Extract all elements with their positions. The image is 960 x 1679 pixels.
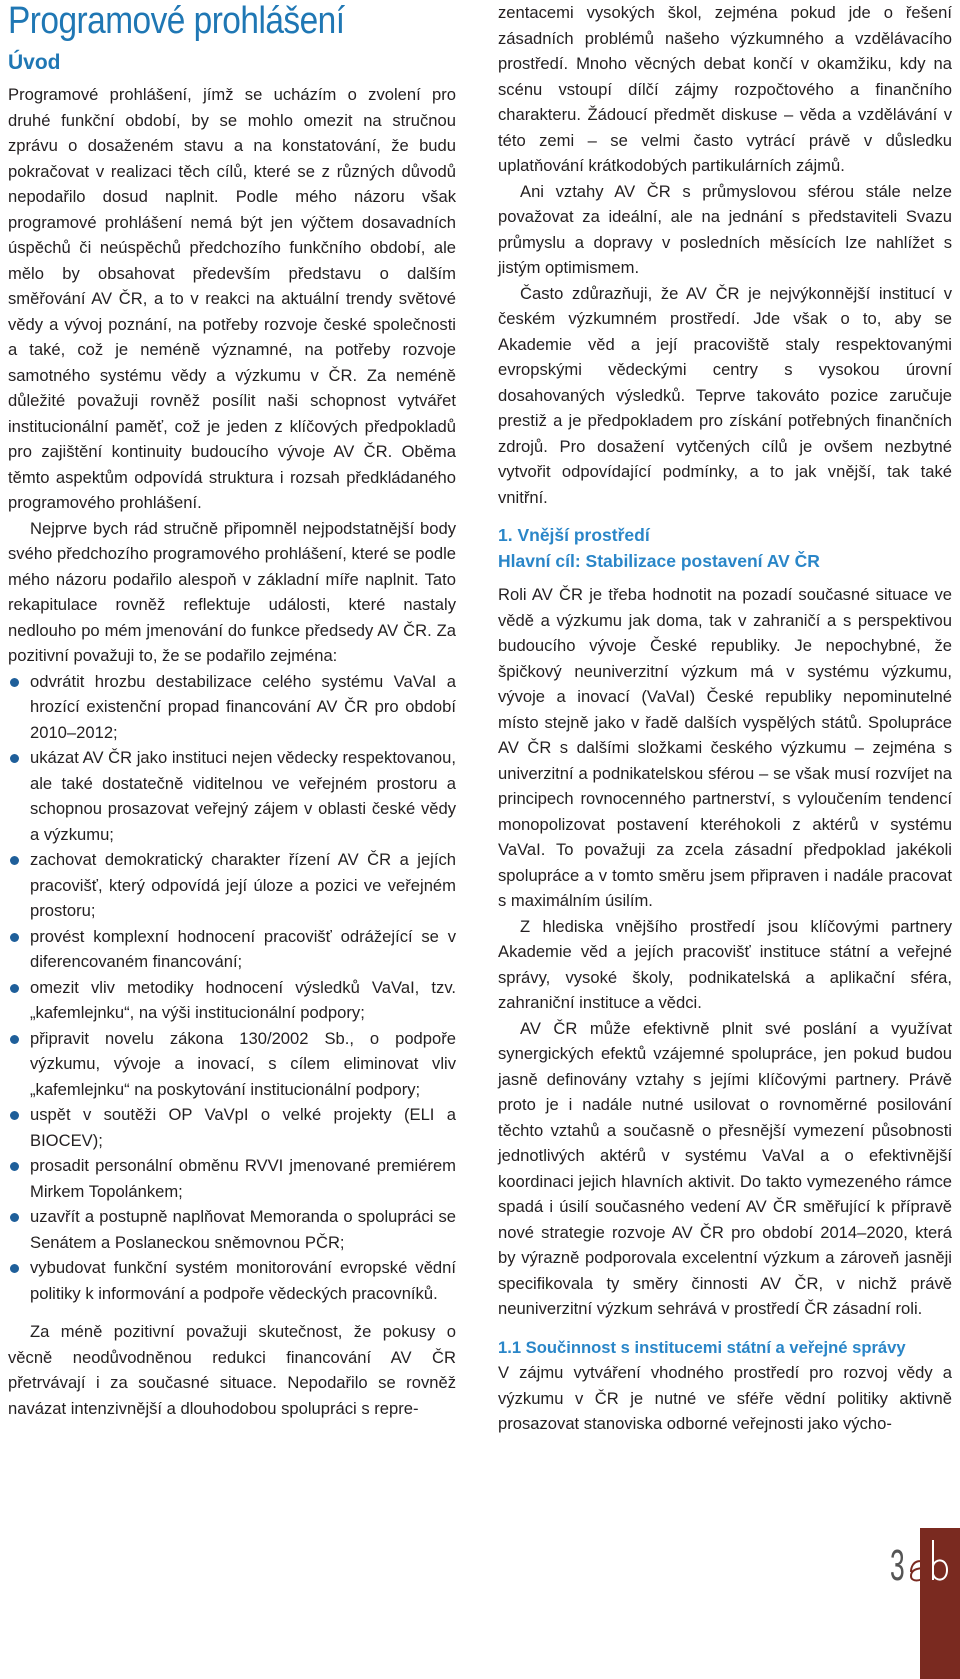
page-number: 3 bbox=[890, 1541, 905, 1590]
list-item: uspět v soutěži OP VaVpI o velké projekty (ELI a BIOCEV); bbox=[8, 1102, 456, 1153]
list-item: odvrátit hrozbu destabilizace celého systému VaVaI a hrozící existenční propad financování AV ČR pro období 2010–2012; bbox=[8, 669, 456, 746]
section-1-heading: 1. Vnější prostředí bbox=[498, 525, 650, 545]
list-item: zachovat demokratický charakter řízení AV ČR a jejích pracovišť, který odpovídá její úloze a pozici ve veřejném prostoru; bbox=[8, 847, 456, 924]
body-paragraph-2: Ani vztahy AV ČR s průmyslovou sférou stále nelze považovat za ideální, ale na jednání s představiteli Svazu průmyslu a dopravy v posledních měsících lze nahlížet s jistým optimismem. bbox=[498, 181, 952, 277]
achievements-list bbox=[8, 669, 456, 1307]
intro-paragraph-2: Nejprve bych rád stručně připomněl nejpodstatnější body svého předchozího programového prohlášení, které se podle mého názoru podařilo alespoň v základní míře naplnit. Tato rekapitulace rovněž reflektuje události, které nastaly nedlouho po mém jmenování do funkce předsedy AV ČR. Za pozitivní považuji to, že se podařilo zejména: bbox=[8, 518, 456, 665]
intro-paragraph-3: Za méně pozitivní považuji skutečnost, že pokusy o věcně neodůvodněnou redukci financování AV ČR přetrvávají i za současné situace. Nepodařilo se rovněž navázat intenzivnější a dlouhodobou spolupráci s repre- bbox=[8, 1322, 456, 1418]
body-paragraph-5: Z hlediska vnějšího prostředí jsou klíčovými partnery Akademie věd a jejích pracovišť instituce státní a veřejné správy, vysoké školy, podnikatelská a aplikační sféra, zahraniční instituce a vědci. bbox=[498, 916, 952, 1012]
section-1-subheading: Hlavní cíl: Stabilizace postavení AV ČR bbox=[498, 550, 820, 571]
body-paragraph-3: Často zdůrazňuji, že AV ČR je nejvýkonnější institucí v českém výzkumném prostředí. Jde však o to, aby se Akademie věd a její pracoviště staly respektovanými evropskými vědeckými centry s vysokou úrovní dosahovaných výsledků. Teprve takováto pozice zaručuje prestiž a je předpokladem pro získání potřebných finančních zdrojů. Pro dosažení vytčených cílů je ovšem nezbytné vytvořit odpovídající podmínky, a to jak vnější, tak také vnitřní. bbox=[498, 283, 952, 507]
intro-paragraph-1: Programové prohlášení, jímž se ucházím o zvolení pro druhé funkční období, by se mohlo omezit na stručnou zprávu o dosaženém stavu a na konstatování, že budu pokračovat v realizaci těch cílů, které se z různých důvodů nepodařilo dosud naplnit. Podle mého názoru však programové prohlášení nemá být jen výčtem dosavadních úspěchů či neúspěchů předchozího funkčního období, ale mělo by obsahovat především představu o dalším směřování AV ČR, a to v reakci na aktuální trendy světové vědy a vývoj poznání, na potřeby rozvoje české společnosti a také, což je neméně významné, na potřeby rozvoje samotného systému vědy a výzkumu v ČR. Za neméně důležité považuji rovněž posílit naši schopnost vytvářet institucionální paměť, což je jeden z klíčových předpokladů pro zajištění kontinuity budoucího vývoje AV ČR. Oběma těmto aspektům odpovídá struktura i rozsah předkládaného programového prohlášení. bbox=[8, 85, 456, 512]
body-paragraph-7: V zájmu vytváření vhodného prostředí pro rozvoj vědy a výzkumu v ČR je nutné ve sféře vědní politiky aktivně prosazovat stanoviska odborné veřejnosti jako výcho- bbox=[498, 1363, 952, 1433]
list-item: prosadit personální obměnu RVVI jmenované premiérem Mirkem Topolánkem; bbox=[8, 1153, 456, 1204]
list-item: uzavřít a postupně naplňovat Memoranda o spolupráci se Senátem a Poslaneckou sněmovnou PČR; bbox=[8, 1204, 456, 1255]
body-paragraph-6: AV ČR může efektivně plnit své poslání a využívat synergických efektů vzájemné spolupráce, jen pokud budou jasně definovány vztahy s jejími klíčovými partnery. Právě proto je i nadále nutné usilovat o rovnoměrné posilování těchto vztahů a současně o přesnější vymezení působnosti jednotlivých aktérů v systému VaVaI a o efektivnější koordinaci jejich hlavních aktivit. Do takto vymezeného rámce spadá i úsilí současného vedení AV ČR směřující k přípravě nové strategie rozvoje AV ČR pro období 2014–2020, která by výrazně podporovala excelentní výzkum a zároveň jasněji specifikovala ty směry činnosti AV ČR, v nichž právě neuniverzitní výzkum sehrává v prostředí ČR zásadní roli. bbox=[498, 1018, 952, 1318]
list-item: provést komplexní hodnocení pracovišť odrážející se v diferencovaném financování; bbox=[8, 924, 456, 975]
left-column bbox=[8, 0, 456, 1421]
right-column bbox=[498, 0, 952, 1437]
section-1-1-heading: 1.1 Součinnost s institucemi státní a veřejné správy bbox=[498, 1337, 906, 1357]
body-paragraph-4: Roli AV ČR je třeba hodnotit na pozadí současné situace ve vědě a výzkumu jak doma, tak v zahraničí a s perspektivou budoucího vývoje České republiky. Je nepochybné, že špičkový neuniverzitní výzkum má v systému výzkumu, vývoje a inovací (VaVaI) České republiky nepominutelné místo stejně jako v řadě dalších vyspělých států. Spolupráce AV ČR s dalšími složkami českého výzkumu – zejména s univerzitní a podnikatelskou sférou – se však musí rozvíjet na principech rovnocenného partnerství, s vyloučením tendencí monopolizovat postavení kteréhokoli z aktérů v systému VaVaI. To považuji za zcela zásadní předpoklad jakékoli spolupráce a v tomto směru jsem připraven i nadále pracovat s maximálním úsilím. bbox=[498, 585, 952, 910]
ab-logo-icon bbox=[907, 1532, 951, 1592]
list-item: ukázat AV ČR jako instituci nejen vědecky respektovanou, ale také dostatečně viditelnou ve veřejném prostoru a schopnou prosazovat veřejný zájem v oblasti české vědy a výzkumu; bbox=[8, 745, 456, 847]
list-item: omezit vliv metodiky hodnocení výsledků VaVaI, tzv. „kafemlejnku“, na výši institucionální podpory; bbox=[8, 975, 456, 1026]
list-item: připravit novelu zákona 130/2002 Sb., o podpoře výzkumu, vývoje a inovací, s cílem eliminovat vliv „kafemlejnku“ na poskytování institucionální podpory; bbox=[8, 1026, 456, 1103]
intro-heading: Úvod bbox=[8, 51, 61, 74]
page-title: Programové prohlášení bbox=[8, 0, 345, 42]
list-item: vybudovat funkční systém monitorování evropské vědní politiky k informování a podpoře vědeckých pracovníků. bbox=[8, 1255, 456, 1306]
body-paragraph-1: zentacemi vysokých škol, zejména pokud jde o řešení zásadních problémů našeho výzkumného a vzdělávacího prostředí. Mnoho věcných debat končí v okamžiku, kdy na scénu vstoupí dílčí zájmy rozpočtového a finančního charakteru. Žádoucí předmět diskuse – věda a vzdělávání v této zemi – se velmi často vytrácí právě v důsledku uplatňování krátkodobých partikulárních zájmů. bbox=[498, 3, 952, 175]
